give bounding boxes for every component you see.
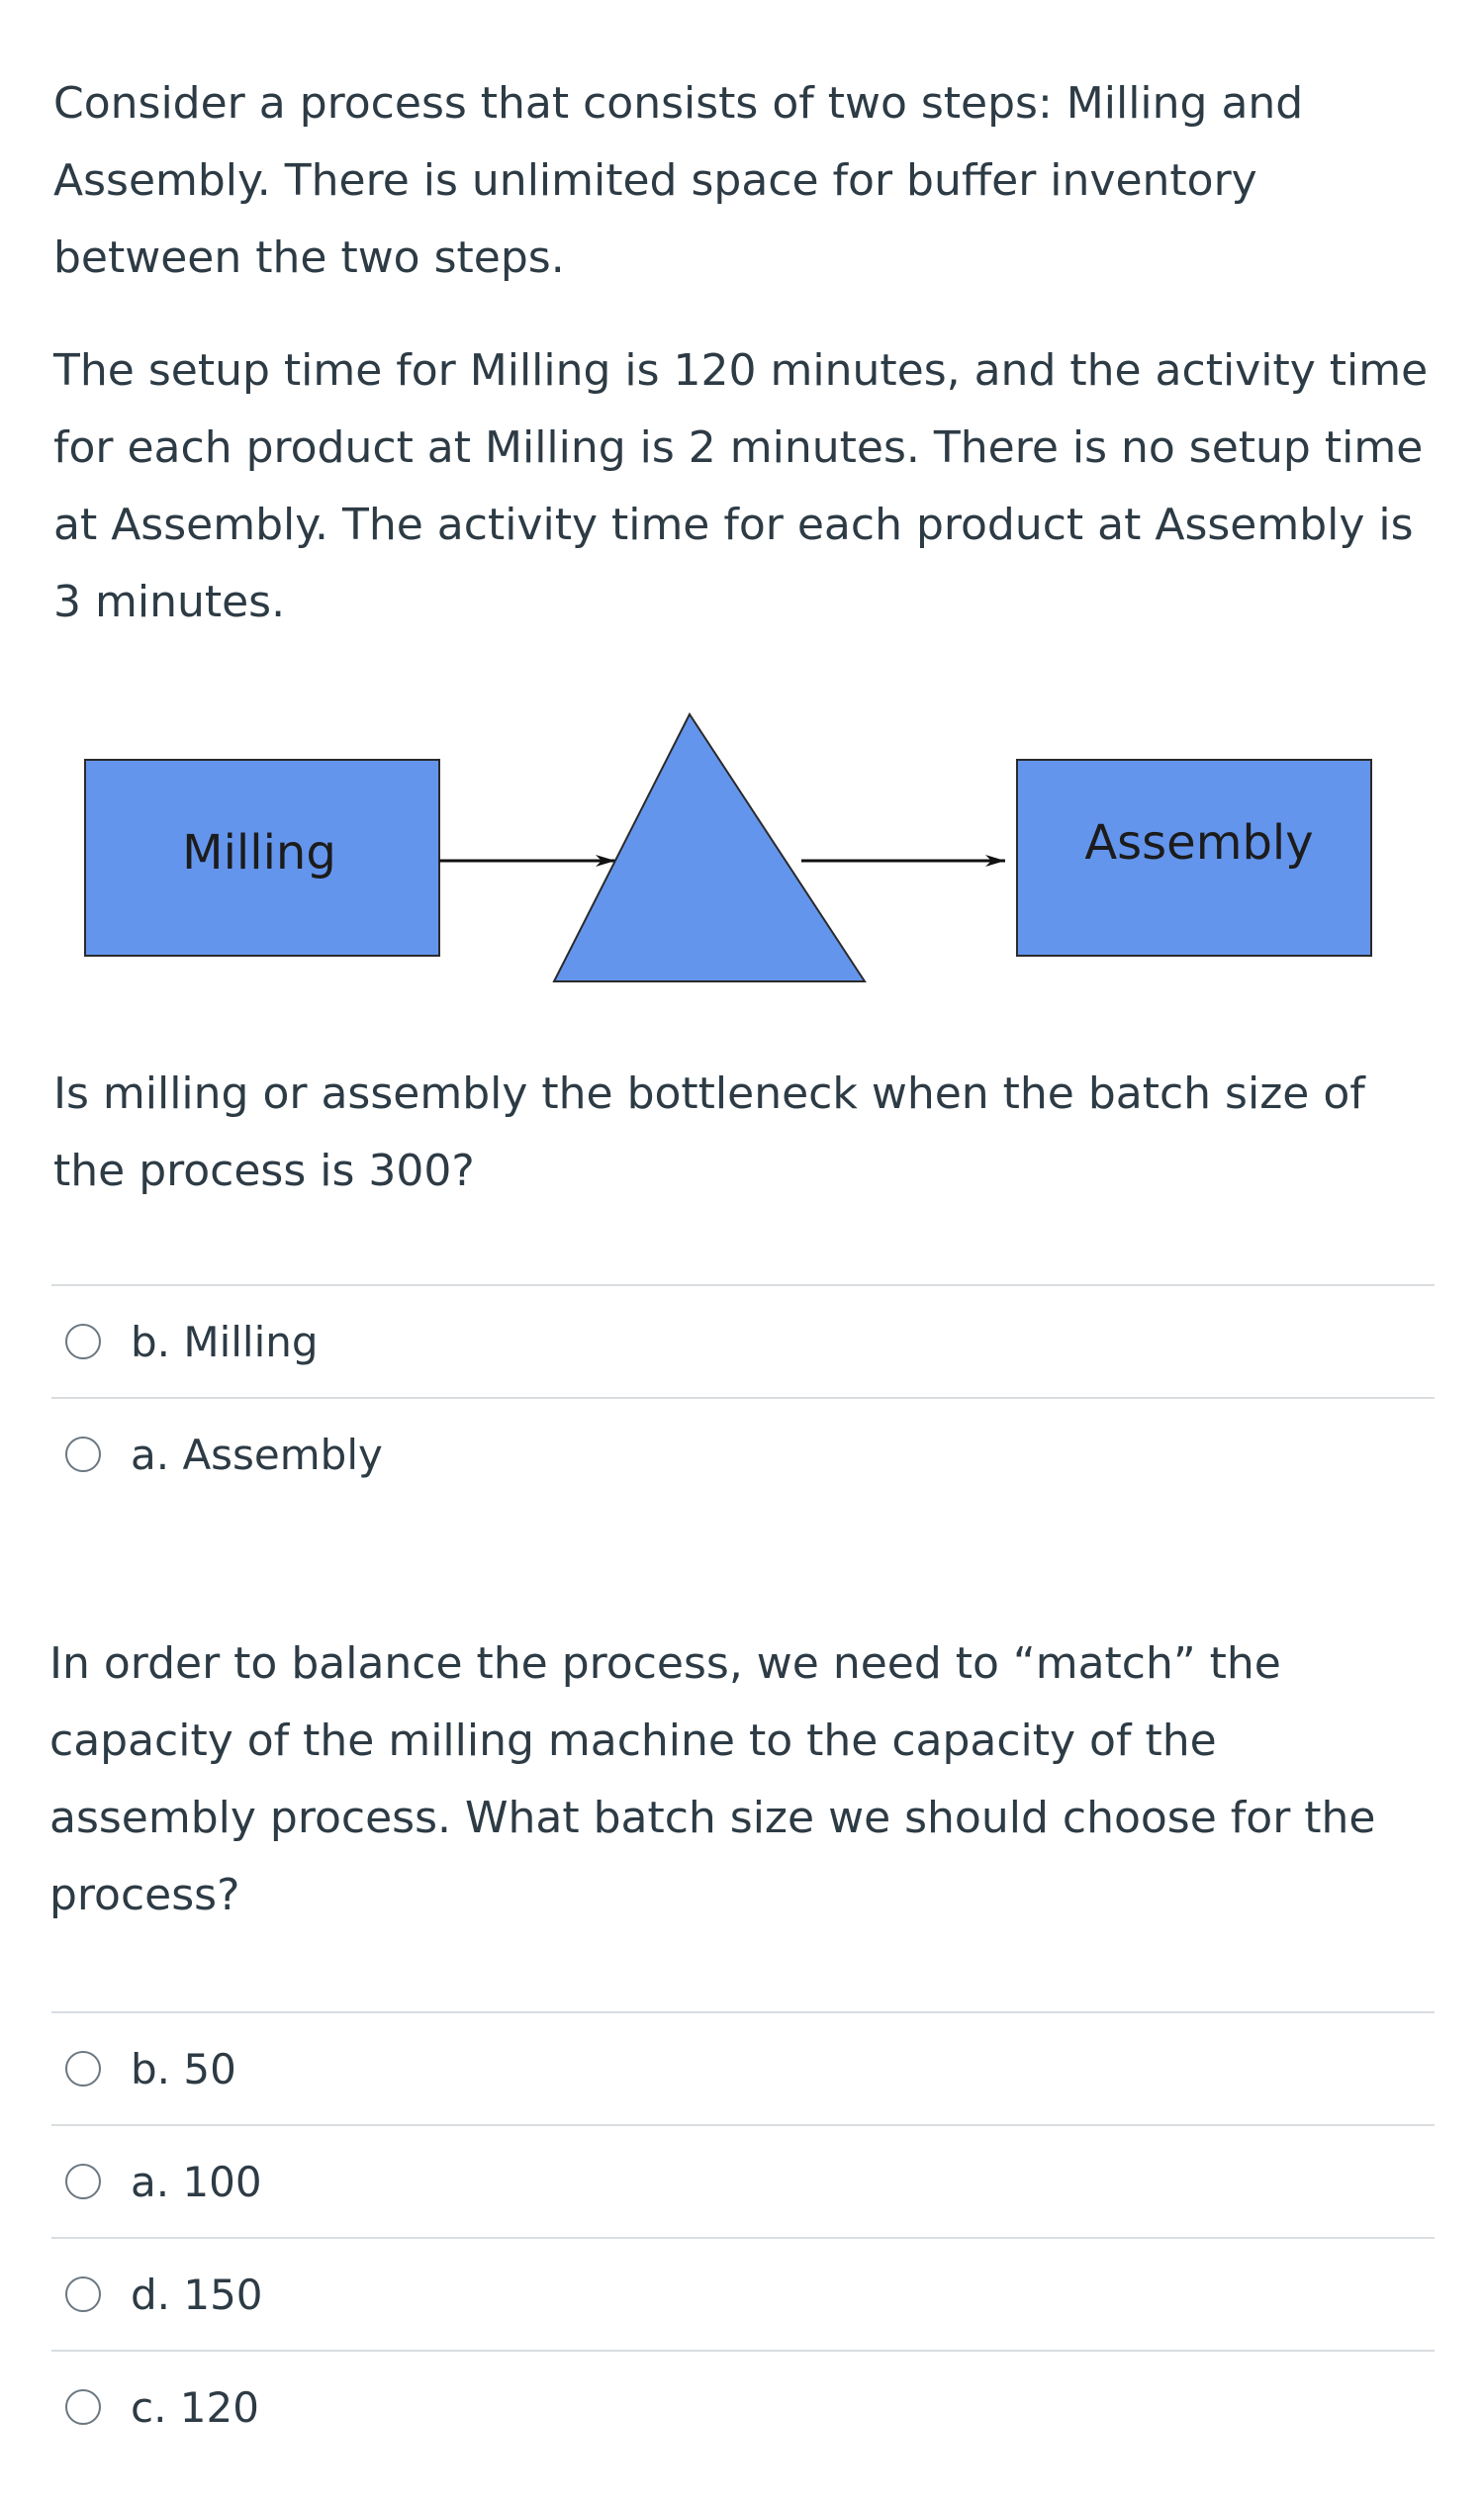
question2-option[interactable] (51, 2011, 1435, 2124)
radio-button[interactable] (65, 2051, 101, 2087)
option-label: a. Assembly (131, 1430, 383, 1479)
question2-option[interactable] (51, 2350, 1435, 2462)
question1-option[interactable] (51, 1284, 1435, 1397)
radio-button[interactable] (65, 2164, 101, 2199)
question1-option[interactable] (51, 1397, 1435, 1510)
question2-option[interactable] (51, 2237, 1435, 2350)
option-label: a. 100 (131, 2157, 262, 2206)
milling-box-label: Milling (182, 825, 336, 881)
assembly-box-label: Assembly (1084, 815, 1314, 871)
question1-intro-paragraph-2: The setup time for Milling is 120 minutes, and the activity time for each product at Milling is 2 minutes. There is no setup time at Assembly. The activity time for each product at Assembly is 3 minutes. (53, 345, 1429, 627)
process-flow-diagram (0, 693, 1484, 1009)
option-label: c. 120 (131, 2382, 259, 2432)
question1-options (51, 1284, 1435, 1510)
option-label: d. 150 (131, 2270, 263, 2319)
radio-button[interactable] (65, 1437, 101, 1472)
option-label: b. 50 (131, 2044, 236, 2093)
option-label: b. Milling (131, 1317, 319, 1366)
question2-options (51, 2011, 1435, 2462)
question2-option[interactable] (51, 2124, 1435, 2237)
question1-intro-paragraph-1: Consider a process that consists of two steps: Milling and Assembly. There is unlimited space for buffer inventory between the two steps. (53, 78, 1304, 283)
radio-button[interactable] (65, 1324, 101, 1359)
radio-button[interactable] (65, 2276, 101, 2312)
buffer-inventory-triangle (554, 714, 865, 981)
question2-prompt: In order to balance the process, we need to “match” the capacity of the milling machine to the capacity of the assembly process. What batch size we should choose for the process? (49, 1638, 1376, 1920)
question1-prompt: Is milling or assembly the bottleneck when the batch size of the process is 300? (53, 1068, 1365, 1196)
radio-button[interactable] (65, 2389, 101, 2425)
